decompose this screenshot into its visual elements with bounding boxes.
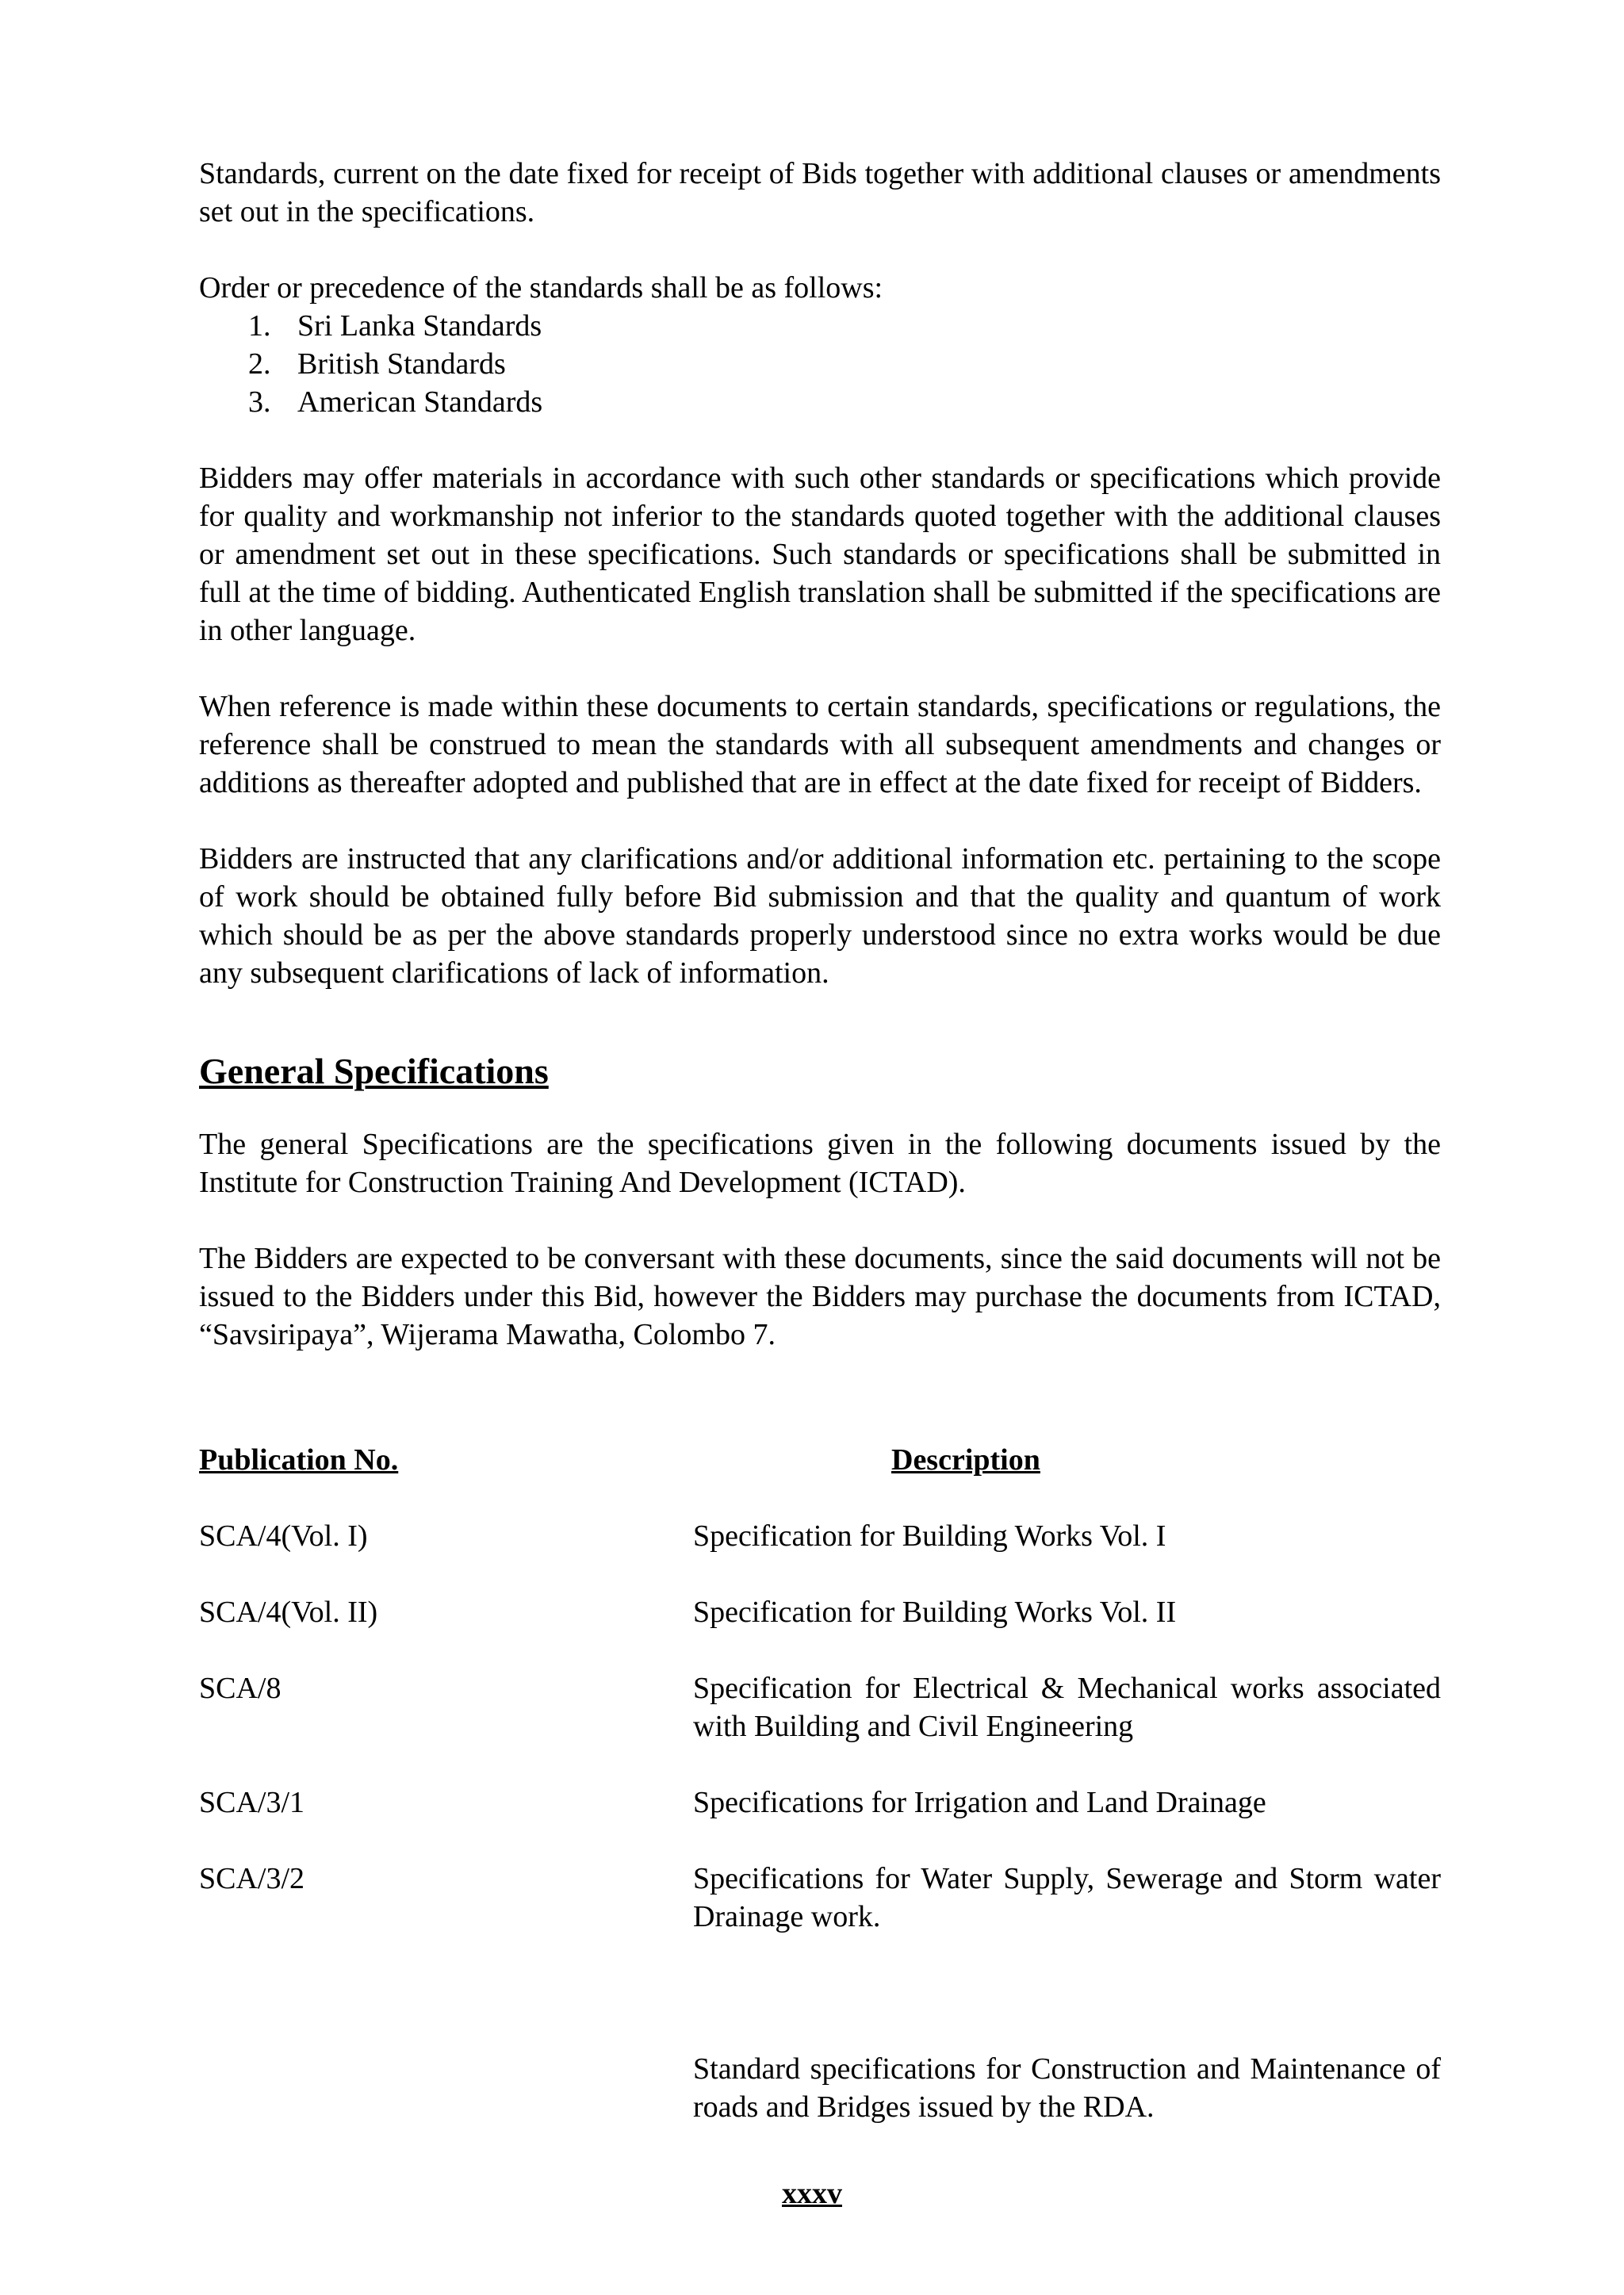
list-text: Sri Lanka Standards (297, 309, 542, 343)
table-row (199, 1669, 1441, 1784)
table-row (199, 1517, 1441, 1593)
bidders-conversant-paragraph: The Bidders are expected to be conversant with these documents, since the said documents will not be issued to the Bidders under this Bid, however the Bidders may purchase the documents from ICTAD, “Savsiripaya”, Wijerama Mawatha, Colombo 7. (199, 1242, 1441, 1351)
rda-specification-cell: Standard specifications for Construction and Maintenance of roads and Bridges issued by the RDA. (693, 2052, 1441, 2124)
general-specifications-heading: General Specifications (199, 1051, 549, 1091)
table-row (199, 1860, 1441, 1974)
page-number (0, 2174, 1624, 2213)
list-text: American Standards (297, 385, 543, 419)
table-row (199, 1593, 1441, 1669)
description-cell: Specification for Building Works Vol. II (693, 1596, 1177, 1629)
publication-no-cell: SCA/4(Vol. I) (199, 1519, 368, 1553)
list-number: 2. (248, 347, 271, 381)
list-number: 3. (248, 385, 271, 419)
precedence-lead: Order or precedence of the standards shall be as follows: (199, 271, 883, 305)
list-item (199, 345, 1441, 383)
description-cell: Specifications for Irrigation and Land Drainage (693, 1786, 1266, 1819)
general-specs-paragraph: The general Specifications are the specifications given in the following documents issued by the Institute for Construction Training And Development (ICTAD). (199, 1128, 1441, 1199)
table-row (199, 1974, 1441, 2126)
document-page (199, 155, 1441, 2126)
precedence-list (199, 307, 1441, 421)
description-cell: Specification for Building Works Vol. I (693, 1519, 1166, 1553)
table-header-row (199, 1441, 1441, 1517)
reference-paragraph: When reference is made within these documents to certain standards, specifications or regulations, the reference shall be construed to mean the standards with all subsequent amendments and changes or additions as thereafter adopted and published that are in effect at the date fixed for receipt of Bidders. (199, 690, 1441, 799)
alternative-standards-paragraph: Bidders may offer materials in accordance with such other standards or specifications which provide for quality and workmanship not inferior to the standards quoted together with the additional clauses or amendment set out in these specifications. Such standards or specifications shall be submitted in full at the time of bidding. Authenticated English translation shall be submitted if the specifications are in other language. (199, 462, 1441, 647)
clarifications-paragraph: Bidders are instructed that any clarifications and/or additional information etc. pertaining to the scope of work should be obtained fully before Bid submission and that the quality and quantum of work which should be as per the above standards properly understood since no extra works would be due any subsequent clarifications of lack of information. (199, 842, 1441, 990)
page-number-text: xxxv (782, 2177, 842, 2210)
description-cell: Specifications for Water Supply, Sewerage and Storm water Drainage work. (693, 1862, 1441, 1933)
intro-paragraph-standards: Standards, current on the date fixed for receipt of Bids together with additional clauses or amendments set out in the specifications. (199, 157, 1441, 228)
publication-no-cell: SCA/3/2 (199, 1862, 305, 1895)
description-header: Description (891, 1443, 1040, 1477)
publications-table (199, 1441, 1441, 2126)
table-row (199, 1784, 1441, 1860)
list-item (199, 307, 1441, 345)
publication-no-cell: SCA/3/1 (199, 1786, 305, 1819)
publication-no-header: Publication No. (199, 1443, 399, 1477)
description-cell: Specification for Electrical & Mechanical works associated with Building and Civil Engineering (693, 1672, 1441, 1743)
list-number: 1. (248, 309, 271, 343)
publication-no-cell: SCA/8 (199, 1672, 282, 1705)
publication-no-cell: SCA/4(Vol. II) (199, 1596, 378, 1629)
list-item (199, 383, 1441, 421)
list-text: British Standards (297, 347, 506, 381)
